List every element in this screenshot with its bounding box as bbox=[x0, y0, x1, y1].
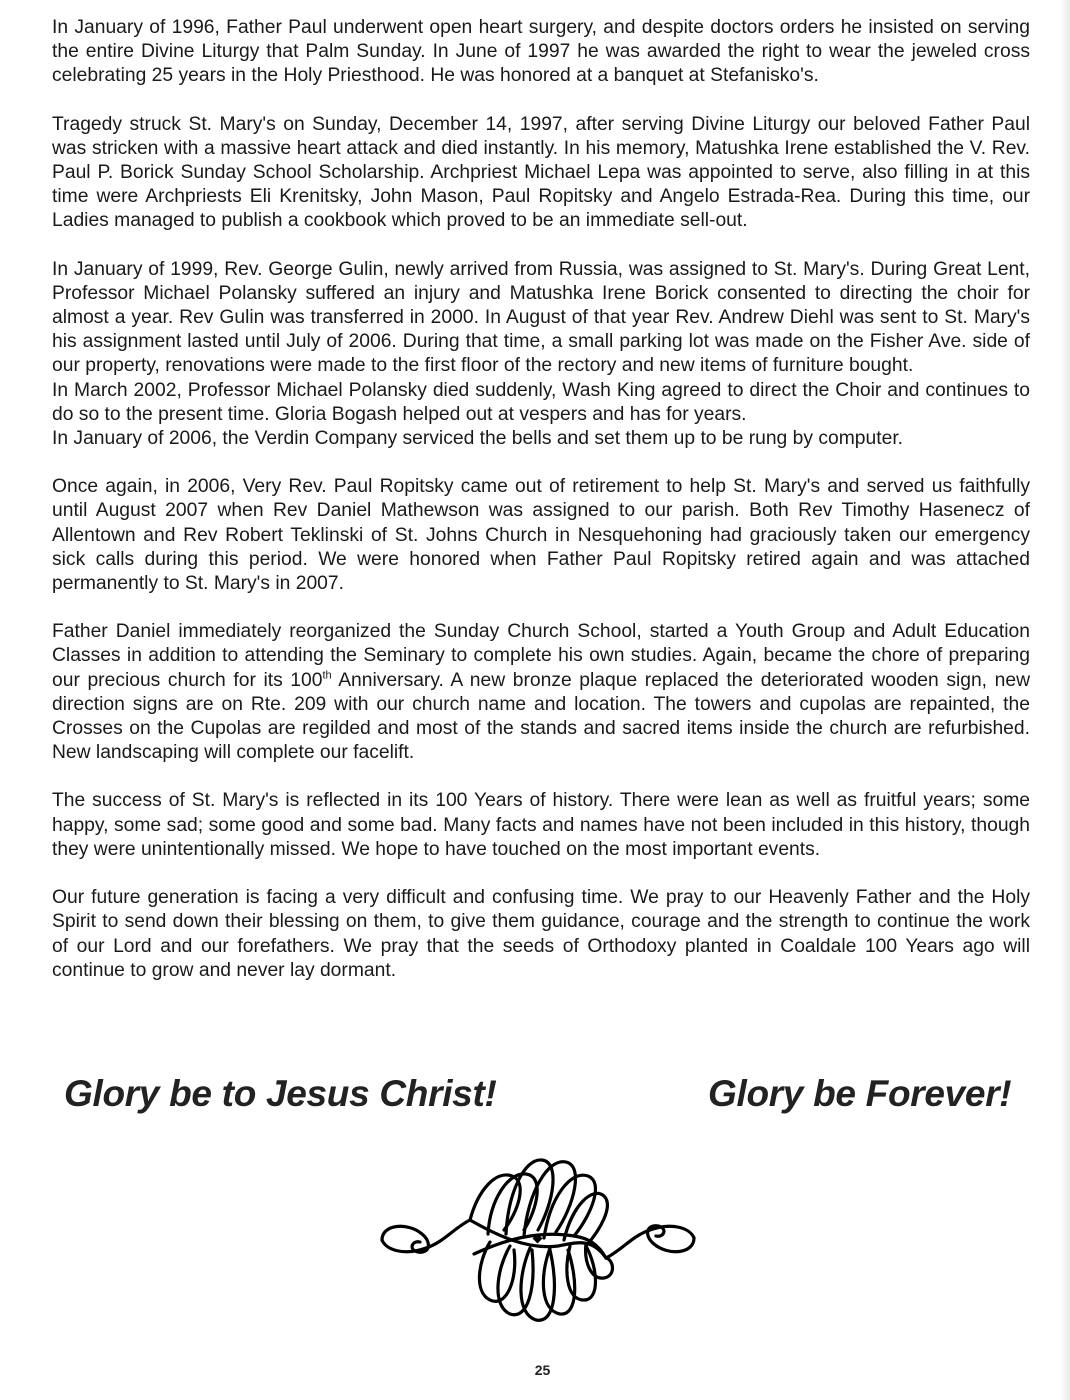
paragraph-father-daniel bbox=[52, 620, 1030, 765]
ordinal-suffix: th bbox=[322, 669, 332, 682]
page-number: 25 bbox=[534, 1362, 551, 1378]
paragraph-father-daniel-part-2: Anniversary. A new bronze plaque replaced the deteriorated wooden sign, new direction signs are on Rte. 209 with our church name and location. The towers and cupolas are repainted, the Crosses on the Cupolas are regilded and most of the stands and sacred items inside the church are refurbished. New landscaping will complete our facelift. bbox=[52, 669, 1030, 764]
scroll-flourish-icon bbox=[378, 1150, 698, 1328]
paragraph-2006-bells: In January of 2006, the Verdin Company serviced the bells and set them up to be rung by computer. bbox=[52, 428, 904, 450]
page-edge bbox=[1060, 0, 1070, 1400]
paragraph-1997-tragedy: Tragedy struck St. Mary's on Sunday, December 14, 1997, after serving Divine Liturgy our beloved Father Paul was stricken with a massive heart attack and died instantly. In his memory, Matushka Irene established the V. Rev. Paul P. Borick Sunday School Scholarship. Archpriest Michael Lepa was appointed to serve, also filling in at this time were Archpriests Eli Krenitsky, John Mason, Paul Ropitsky and Angelo Estrada-Rea. During this time, our Ladies managed to publish a cookbook which proved to be an immediate sell-out. bbox=[52, 113, 1030, 232]
paragraph-2002-choir: In March 2002, Professor Michael Polansky died suddenly, Wash King agreed to direct the Choir and continues to do so to the present time. Gloria Bogash helped out at vespers and has for years. bbox=[52, 379, 1030, 425]
paragraph-1996-surgery: In January of 1996, Father Paul underwent open heart surgery, and despite doctors orders he insisted on serving the entire Divine Liturgy that Palm Sunday. In June of 1997 he was awarded the right to wear the jeweled cross celebrating 25 years in the Holy Priesthood. He was honored at a banquet at Stefanisko's. bbox=[52, 17, 1030, 87]
paragraph-future: Our future generation is facing a very difficult and confusing time. We pray to our Heavenly Father and the Holy Spirit to send down their blessing on them, to give them guidance, courage and the strength to continue the work of our Lord and our forefathers. We pray that the seeds of Orthodoxy planted in Coaldale 100 Years ago will continue to grow and never lay dormant. bbox=[52, 887, 1030, 981]
paragraph-1999-gulin: In January of 1999, Rev. George Gulin, newly arrived from Russia, was assigned to St. Mary's. During Great Lent, Professor Michael Polansky suffered an injury and Matushka Irene Borick consented to directing the choir for almost a year. Rev Gulin was transferred in 2000. In August of that year Rev. Andrew Diehl was sent to St. Mary's his assignment lasted until July of 2006. During that time, a small parking lot was made on the Fisher Ave. side of our property, renovations were made to the first floor of the rectory and new items of furniture bought. bbox=[52, 258, 1030, 377]
document-body bbox=[52, 16, 1030, 983]
paragraph-father-daniel-part-1: Father Daniel immediately reorganized the Sunday Church School, started a Youth Group and Adult Education Classes in addition to attending the Seminary to complete his own studies. Again, became the chore of preparing our precious church for its 100 bbox=[52, 621, 1030, 691]
paragraph-success: The success of St. Mary's is reflected in its 100 Years of history. There were lean as well as fruitful years; some happy, some sad; some good and some bad. Many facts and names have not been included in this history, though they were unintentionally missed. We hope to have touched on the most important events. bbox=[52, 790, 1030, 860]
motto-left: Glory be to Jesus Christ! bbox=[64, 1073, 497, 1114]
motto-right: Glory be Forever! bbox=[708, 1073, 1012, 1114]
paragraph-2006-ropitsky: Once again, in 2006, Very Rev. Paul Ropitsky came out of retirement to help St. Mary's and served us faithfully until August 2007 when Rev Daniel Mathewson was assigned to our parish. Both Rev Timothy Hasenecz of Allentown and Rev Robert Teklinski of St. Johns Church in Nesquehoning had graciously taken our emergency sick calls during this period. We were honored when Father Paul Ropitsky retired again and was attached permanently to St. Mary's in 2007. bbox=[52, 476, 1030, 595]
